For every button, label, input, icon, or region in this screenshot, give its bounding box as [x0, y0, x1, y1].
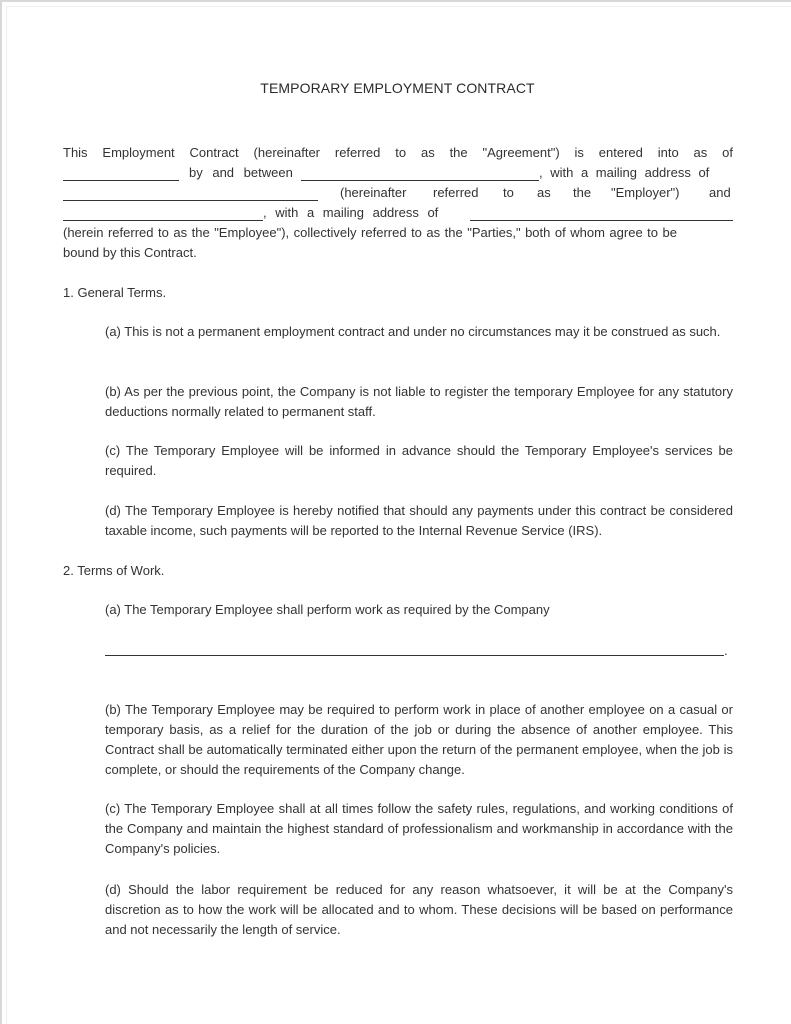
work-description-field[interactable] [105, 655, 724, 656]
clause-1c: (c) The Temporary Employee will be informed in advance should the Temporary Employee's services be required. [105, 443, 733, 478]
intro-line-6: bound by this Contract. [63, 245, 197, 260]
agreement-date-field[interactable] [63, 166, 179, 181]
intro-word: and [709, 185, 731, 200]
clause-2a: (a) The Temporary Employee shall perform work as required by the Company [105, 602, 550, 617]
clause-2b: (b) The Temporary Employee may be required to perform work in place of another employee on a casual or temporary basis, as a relief for the duration of the job or during the absence of another employee. This Contract shall be automatically terminated either upon the return of the permanent employee, when the job is complete, or should the requirements of the Company change. [105, 702, 733, 777]
intro-word: as [420, 145, 435, 160]
intro-paragraph [63, 143, 733, 263]
intro-word: is [574, 145, 584, 160]
intro-word: referred [433, 185, 479, 200]
intro-word: (hereinafter [340, 185, 407, 200]
intro-word: Contract [189, 145, 239, 160]
section-heading-general-terms: 1. General Terms. [63, 285, 167, 300]
by-and-between-text: by and between [189, 165, 293, 180]
clause-2c: (c) The Temporary Employee shall at all times follow the safety rules, regulations, and working conditions of the Company and maintain the highest standard of professionalism and workmanship in accordance with the Company's policies. [105, 801, 733, 856]
intro-word: as [693, 145, 708, 160]
employer-mailing-text: , with a mailing address of [539, 165, 710, 180]
intro-word: referred [334, 145, 381, 160]
intro-word: of [722, 145, 733, 160]
intro-word: "Agreement") [482, 145, 560, 160]
work-description-period: . [724, 643, 728, 658]
intro-line-5: (herein referred to as the "Employee"), collectively referred to as the "Parties," both of whom agree to be [63, 225, 677, 240]
employee-name-field[interactable] [63, 206, 263, 221]
employee-address-field[interactable] [470, 206, 733, 221]
intro-word: This [63, 145, 88, 160]
intro-line-3 [63, 183, 733, 203]
intro-word: as [537, 185, 551, 200]
intro-word: "Employer") [611, 185, 680, 200]
section-heading-terms-of-work: 2. Terms of Work. [63, 563, 165, 578]
intro-word: to [395, 145, 407, 160]
clause-1b: (b) As per the previous point, the Company is not liable to register the temporary Employee for any statutory deductions normally related to permanent staff. [105, 384, 733, 419]
employee-mailing-text: , with a mailing address of [263, 205, 439, 220]
intro-line-1 [63, 143, 733, 163]
intro-word: into [657, 145, 679, 160]
intro-word: the [573, 185, 592, 200]
intro-word: the [449, 145, 468, 160]
intro-word: to [503, 185, 514, 200]
intro-word: (hereinafter [253, 145, 321, 160]
intro-word: entered [598, 145, 643, 160]
intro-line-4 [63, 203, 733, 223]
employer-address-field[interactable] [63, 186, 318, 201]
clause-1a: (a) This is not a permanent employment contract and under no circumstances may it be construed as such. [105, 324, 721, 339]
intro-word: Employment [102, 145, 175, 160]
clause-2d: (d) Should the labor requirement be reduced for any reason whatsoever, it will be at the Company's discretion as to how the work will be allocated and to whom. These decisions will be based on performance and not necessarily the length of service. [105, 882, 733, 937]
clause-1d: (d) The Temporary Employee is hereby notified that should any payments under this contract be considered taxable income, such payments will be reported to the Internal Revenue Service (IRS). [105, 503, 733, 538]
employer-name-field[interactable] [301, 166, 539, 181]
intro-line-2 [63, 163, 733, 183]
document-title: TEMPORARY EMPLOYMENT CONTRACT [260, 80, 535, 96]
